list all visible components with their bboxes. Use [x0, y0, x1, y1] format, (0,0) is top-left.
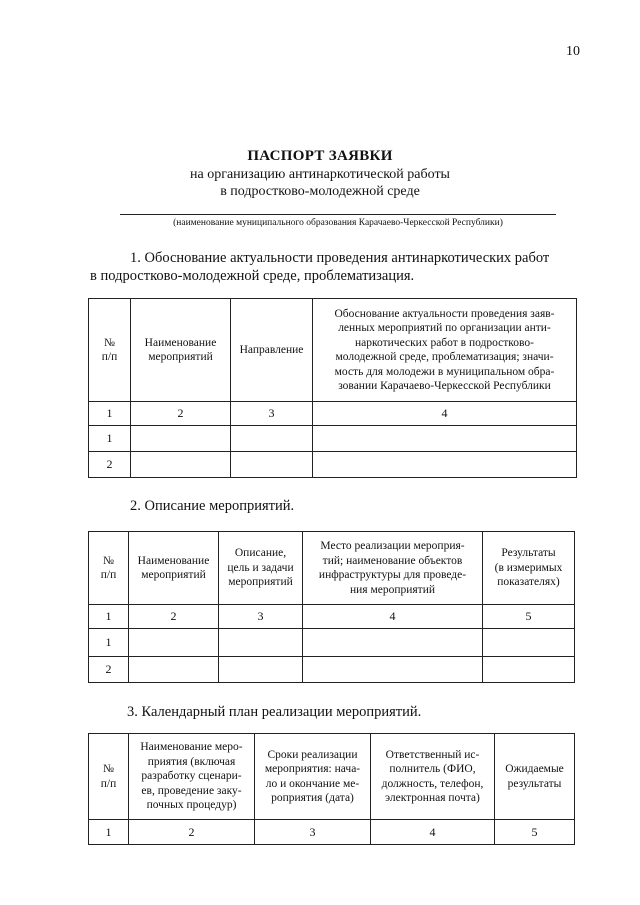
table-cell[interactable]: [483, 629, 575, 657]
header-text-line: Наименование: [144, 336, 217, 349]
header-cell-name: [129, 532, 219, 605]
header-text-line: инфраструктуры для проведе-: [318, 569, 467, 581]
section3-heading: 3. Календарный план реализации мероприятий.: [127, 704, 422, 720]
header-text-line: зовании Карачаево-Черкесской Республики: [338, 380, 551, 392]
column-number: 1: [89, 820, 129, 845]
row-number: 1: [89, 629, 129, 657]
column-number: 5: [483, 605, 575, 629]
header-text-line: п/п: [100, 569, 117, 581]
table-cell[interactable]: [131, 452, 231, 478]
column-number: 4: [303, 605, 483, 629]
header-cell-direction: [231, 299, 313, 402]
header-text-line: полнитель (ФИО,: [389, 763, 476, 775]
header-text-line: приятия (включая: [147, 755, 236, 768]
column-number: 3: [255, 820, 371, 845]
column-number: 5: [495, 820, 575, 845]
table-cell[interactable]: [303, 657, 483, 683]
header-text-line: Направление: [239, 343, 304, 356]
header-text-line: почных процедур): [146, 799, 237, 812]
header-text-line: роприятия (дата): [271, 792, 354, 804]
header-cell-responsible: [371, 734, 495, 820]
table-cell[interactable]: [231, 426, 313, 452]
table-cell[interactable]: [313, 426, 577, 452]
header-text-line: Наименование: [137, 554, 210, 567]
table-cell[interactable]: [129, 657, 219, 683]
header-text-line: мероприятия: нача-: [264, 763, 361, 775]
section2-heading: 2. Описание мероприятий.: [130, 498, 295, 514]
header-cell-number: [89, 299, 131, 402]
header-text-line: №: [103, 554, 114, 567]
table-cell[interactable]: [483, 657, 575, 683]
header-cell-description: [219, 532, 303, 605]
section1-heading-line1: 1. Обоснование актуальности проведения антинаркотических работ: [130, 250, 550, 266]
column-number: 3: [219, 605, 303, 629]
document-subtitle-line2: в подростково-молодежной среде: [220, 184, 420, 199]
header-text-line: Описание,: [234, 547, 287, 560]
table-header-row: [89, 532, 575, 605]
header-cell-expected-results: [495, 734, 575, 820]
column-number: 2: [129, 605, 219, 629]
column-number: 4: [313, 402, 577, 426]
section1-table: [88, 298, 577, 478]
table-cell[interactable]: [231, 452, 313, 478]
column-number: 1: [89, 402, 131, 426]
table-column-numbers-row: [89, 820, 575, 845]
header-text-line: Сроки реализации: [267, 748, 358, 761]
column-number: 2: [129, 820, 255, 845]
row-number: 2: [89, 657, 129, 683]
table-cell[interactable]: [313, 452, 577, 478]
header-text-line: результаты: [507, 777, 562, 790]
header-text-line: Обоснование актуальности проведения заяв-: [334, 307, 555, 320]
header-text-line: (в измеримых: [494, 561, 563, 574]
table-header-row: [89, 299, 577, 402]
header-text-line: Наименование меро-: [140, 741, 243, 754]
column-number: 1: [89, 605, 129, 629]
header-cell-number: [89, 532, 129, 605]
header-text-line: тий; наименование объектов: [322, 554, 463, 567]
header-text-line: Место реализации мероприя-: [320, 540, 465, 552]
row-number: 1: [89, 426, 131, 452]
header-cell-location: [303, 532, 483, 605]
document-title: ПАСПОРТ ЗАЯВКИ: [247, 148, 393, 164]
header-text-line: электронная почта): [385, 792, 480, 804]
header-text-line: ев, проведение заку-: [141, 784, 242, 797]
page-number: 10: [566, 44, 580, 59]
header-text-line: мероприятий: [148, 351, 213, 363]
table-cell[interactable]: [131, 426, 231, 452]
header-text-line: должность, телефон,: [381, 777, 484, 790]
table-header-row: [89, 734, 575, 820]
row-number: 2: [89, 452, 131, 478]
header-text-line: Ожидаемые: [505, 763, 564, 775]
section2-table: [88, 531, 575, 683]
table-row: [89, 426, 577, 452]
header-text-line: молодежной среде, проблематизация; значи-: [335, 351, 554, 363]
header-text-line: ло и окончание ме-: [265, 777, 360, 790]
document-subtitle-line1: на организацию антинаркотической работы: [190, 167, 450, 182]
table-cell[interactable]: [303, 629, 483, 657]
section3-table: [88, 733, 575, 845]
header-text-line: разработку сценари-: [141, 770, 242, 783]
table-column-numbers-row: [89, 605, 575, 629]
table-column-numbers-row: [89, 402, 577, 426]
column-number: 4: [371, 820, 495, 845]
header-text-line: ния мероприятий: [349, 583, 436, 596]
header-cell-name: [131, 299, 231, 402]
table-cell[interactable]: [219, 629, 303, 657]
column-number: 2: [131, 402, 231, 426]
municipality-fill-line: [120, 214, 556, 215]
header-text-line: №: [103, 763, 114, 775]
municipality-note: (наименование муниципального образования Карачаево-Черкесской Республики): [173, 218, 503, 228]
header-text-line: Ответственный ис-: [385, 748, 480, 761]
header-cell-results: [483, 532, 575, 605]
header-text-line: показателях): [497, 576, 560, 589]
header-text-line: №: [104, 336, 115, 349]
table-cell[interactable]: [219, 657, 303, 683]
column-number: 3: [231, 402, 313, 426]
header-text-line: мость для молодежи в муниципальном обра-: [334, 365, 555, 378]
header-text-line: наркотических работ в подростково-: [355, 336, 534, 349]
header-text-line: мероприятий: [228, 576, 293, 589]
table-cell[interactable]: [129, 629, 219, 657]
header-text-line: ленных мероприятий по организации анти-: [338, 322, 551, 334]
header-cell-justification: [313, 299, 577, 402]
header-text-line: Результаты: [501, 547, 556, 560]
header-text-line: цель и задачи: [227, 561, 294, 574]
header-cell-dates: [255, 734, 371, 820]
section1-heading-line2: в подростково-молодежной среде, проблематизация.: [90, 268, 415, 284]
table-row: [89, 452, 577, 478]
table-row: [89, 657, 575, 683]
header-cell-number: [89, 734, 129, 820]
header-text-line: мероприятий: [141, 569, 206, 581]
header-cell-event-name: [129, 734, 255, 820]
header-text-line: п/п: [101, 351, 118, 363]
table-row: [89, 629, 575, 657]
header-text-line: п/п: [100, 777, 117, 790]
